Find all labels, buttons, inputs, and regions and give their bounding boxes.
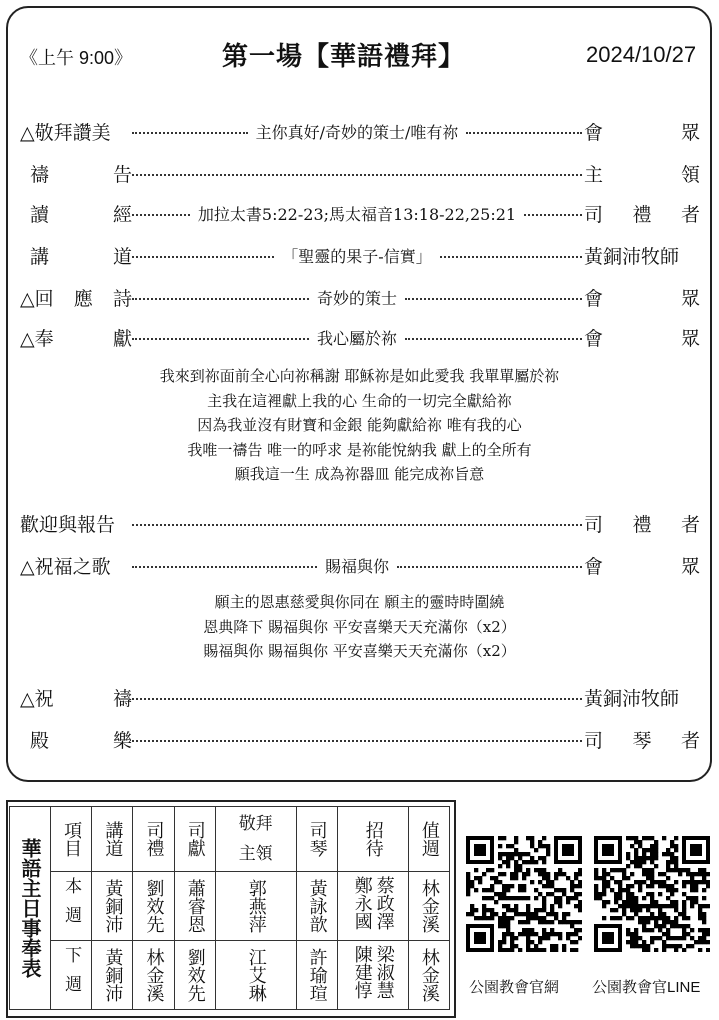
header-weekly-duty: 值週 bbox=[408, 807, 449, 872]
order-item-responsible-part: 者 bbox=[680, 513, 700, 536]
order-item-label-part: 應 bbox=[73, 287, 93, 310]
order-item-label-part: 告 bbox=[112, 163, 132, 186]
order-item-label-part: 詩 bbox=[112, 287, 132, 310]
duty-name: 鄭永國 bbox=[351, 876, 373, 930]
order-item bbox=[20, 508, 700, 538]
duty-name: 郭燕萍 bbox=[215, 872, 296, 941]
service-time: 《上午 9:00》 bbox=[20, 48, 133, 68]
order-item-responsible-part: 會 bbox=[584, 121, 604, 144]
order-item-responsible-part: 黃銅沛牧師 bbox=[584, 687, 680, 710]
dotted-leader bbox=[132, 524, 582, 526]
order-item-responsible-part: 眾 bbox=[680, 121, 700, 144]
duty-name: 江艾琳 bbox=[215, 941, 296, 1010]
duty-name: 蔡政澤 bbox=[373, 876, 395, 930]
order-item-label-part: 禱 bbox=[112, 687, 132, 710]
order-item-responsible bbox=[584, 682, 700, 712]
order-item-leader-line bbox=[132, 158, 582, 188]
order-item bbox=[20, 158, 700, 188]
dotted-leader bbox=[132, 698, 582, 700]
header-worship-leader-text: 敬拜主領 bbox=[238, 814, 273, 864]
header-offering: 司獻 bbox=[174, 807, 215, 872]
order-item-responsible-part: 眾 bbox=[680, 287, 700, 310]
duty-name: 黃銅沛 bbox=[92, 941, 133, 1010]
order-item-label-part: △奉 bbox=[20, 327, 54, 350]
qr-finder-pattern bbox=[474, 932, 486, 944]
order-item-leader-line bbox=[132, 116, 582, 146]
order-item-label-part: 經 bbox=[112, 203, 132, 226]
order-item-label bbox=[20, 116, 132, 146]
order-item-responsible-part: 黃銅沛牧師 bbox=[584, 245, 680, 268]
week-label: 下週 bbox=[51, 941, 92, 1010]
order-item-detail: 「聖靈的果子-信實」 bbox=[282, 246, 432, 266]
duty-name: 許瑜瑄 bbox=[296, 941, 337, 1010]
order-item-label-part: 殿 bbox=[30, 729, 50, 752]
order-item-responsible-part: 禮 bbox=[632, 513, 652, 536]
order-item-label-part: △敬拜讚美 bbox=[20, 121, 111, 144]
order-item-leader-line bbox=[132, 508, 582, 538]
order-item-leader-line bbox=[132, 282, 582, 312]
order-item-responsible-part: 眾 bbox=[680, 555, 700, 578]
order-item-responsible bbox=[584, 322, 700, 352]
order-item-responsible-part: 主 bbox=[584, 163, 604, 186]
lyric-line: 我來到祢面前全心向祢稱謝 耶穌祢是如此愛我 我單單屬於祢 bbox=[159, 367, 560, 385]
order-item-detail: 我心屬於祢 bbox=[317, 328, 398, 348]
order-item-label-part: 樂 bbox=[112, 729, 132, 752]
order-item-responsible bbox=[584, 198, 700, 228]
order-item-responsible-part: 領 bbox=[680, 163, 700, 186]
order-item-responsible-part: 司 bbox=[584, 513, 604, 536]
order-item-detail: 加拉太書5:22-23;馬太福音13:18-22,25:21 bbox=[197, 204, 517, 224]
order-item bbox=[20, 116, 700, 146]
header-ushers: 招待 bbox=[337, 807, 408, 872]
order-item-label-part: 道 bbox=[112, 245, 132, 268]
dotted-leader bbox=[524, 214, 582, 216]
dotted-leader bbox=[132, 256, 274, 258]
order-item-responsible-part: 會 bbox=[584, 327, 604, 350]
order-item-responsible-part: 司 bbox=[584, 203, 604, 226]
lyric-line: 我唯一禱告 唯一的呼求 是祢能悅納我 獻上的全所有 bbox=[187, 440, 532, 459]
dotted-leader bbox=[132, 174, 582, 176]
order-item-leader-line bbox=[132, 550, 582, 580]
line-qr-caption: 公園教會官LINE bbox=[592, 979, 701, 996]
order-item-label bbox=[20, 158, 132, 188]
order-item-label bbox=[20, 282, 132, 312]
lyric-line: 恩典降下 賜福與你 平安喜樂天天充滿你（x2） bbox=[203, 617, 516, 636]
order-item bbox=[20, 682, 700, 712]
order-item-label bbox=[20, 240, 132, 270]
dotted-leader bbox=[132, 298, 309, 300]
order-item-responsible bbox=[584, 550, 700, 580]
order-item-label-part: △祝 bbox=[20, 687, 54, 710]
order-item-label-part: 獻 bbox=[112, 327, 132, 350]
dotted-leader bbox=[440, 256, 582, 258]
order-item-label-part: 讀 bbox=[30, 203, 50, 226]
service-date: 2024/10/27 bbox=[586, 42, 697, 67]
order-item bbox=[20, 240, 700, 270]
qr-finder-pattern bbox=[602, 844, 614, 856]
duty-roster-table bbox=[9, 806, 450, 1010]
duty-name: 林金溪 bbox=[408, 872, 449, 941]
order-item-leader-line bbox=[132, 322, 582, 352]
order-item-responsible-part: 司 bbox=[584, 729, 604, 752]
duty-cell-ushers bbox=[337, 872, 408, 941]
header-worship-leader bbox=[215, 807, 296, 872]
offering-lyrics bbox=[0, 364, 719, 487]
duty-name: 梁淑慧 bbox=[373, 945, 395, 999]
order-item-label-part: 禱 bbox=[30, 163, 50, 186]
order-item-label bbox=[20, 198, 132, 228]
dotted-leader bbox=[397, 566, 582, 568]
duty-name: 林金溪 bbox=[133, 941, 174, 1010]
order-item-responsible-part: 眾 bbox=[680, 327, 700, 350]
order-item-label-part: 歡迎與報告 bbox=[20, 513, 116, 536]
order-item-responsible bbox=[584, 282, 700, 312]
order-item-leader-line bbox=[132, 240, 582, 270]
order-item-detail: 賜福與你 bbox=[325, 556, 390, 576]
order-item bbox=[20, 322, 700, 352]
order-item-label-part: △回 bbox=[20, 287, 54, 310]
order-item-responsible-part: 者 bbox=[680, 203, 700, 226]
lyric-line: 主我在這裡獻上我的心 生命的一切完全獻給祢 bbox=[207, 391, 512, 410]
duty-cell-ushers bbox=[337, 941, 408, 1010]
order-item-label-part: 講 bbox=[30, 245, 50, 268]
order-item-detail: 奇妙的策士 bbox=[317, 288, 398, 308]
order-item-label bbox=[20, 550, 132, 580]
dotted-leader bbox=[132, 338, 309, 340]
lyric-line: 因為我並沒有財寶和金銀 能夠獻給祢 唯有我的心 bbox=[197, 416, 522, 434]
qr-finder-pattern bbox=[690, 844, 702, 856]
order-item-leader-line bbox=[132, 724, 582, 754]
dotted-leader bbox=[466, 132, 582, 134]
dotted-leader bbox=[405, 338, 582, 340]
page-title: 第一場【華語禮拜】 bbox=[222, 42, 466, 72]
order-item-responsible-part: 會 bbox=[584, 287, 604, 310]
order-item bbox=[20, 198, 700, 228]
order-item bbox=[20, 282, 700, 312]
duty-roster-title-text: 華語主日事奉表 bbox=[18, 838, 42, 978]
qr-finder-pattern bbox=[474, 844, 486, 856]
order-item-label bbox=[20, 322, 132, 352]
order-item-label bbox=[20, 508, 132, 538]
order-item-responsible-part: 會 bbox=[584, 555, 604, 578]
order-item-responsible-part: 者 bbox=[680, 729, 700, 752]
qr-finder-pattern bbox=[602, 932, 614, 944]
order-item-responsible bbox=[584, 724, 700, 754]
line-qr-code[interactable] bbox=[594, 836, 710, 952]
dotted-leader bbox=[132, 214, 190, 216]
order-item-leader-line bbox=[132, 198, 582, 228]
website-qr-caption: 公園教會官網 bbox=[469, 979, 560, 996]
duty-roster-title bbox=[10, 807, 51, 1010]
header-liturgist: 司禮 bbox=[133, 807, 174, 872]
week-label: 本週 bbox=[51, 872, 92, 941]
lyric-line: 賜福與你 賜福與你 平安喜樂天天充滿你（x2） bbox=[203, 642, 516, 660]
lyric-line: 願我這一生 成為祢器皿 能完成祢旨意 bbox=[234, 465, 485, 483]
order-item-responsible-part: 禮 bbox=[632, 203, 652, 226]
duty-name: 黃銅沛 bbox=[92, 872, 133, 941]
lyric-line: 願主的恩惠慈愛與你同在 願主的靈時時圍繞 bbox=[214, 593, 505, 611]
dotted-leader bbox=[132, 566, 317, 568]
duty-name: 蕭睿恩 bbox=[174, 872, 215, 941]
dotted-leader bbox=[132, 740, 582, 742]
header-sermon: 講道 bbox=[92, 807, 133, 872]
header-item: 項目 bbox=[51, 807, 92, 872]
order-item-label bbox=[20, 724, 132, 754]
duty-name: 林金溪 bbox=[408, 941, 449, 1010]
duty-name: 劉效先 bbox=[174, 941, 215, 1010]
blessing-lyrics bbox=[0, 590, 719, 664]
order-item-label-part: △祝福之歌 bbox=[20, 555, 111, 578]
website-qr-code[interactable] bbox=[466, 836, 582, 952]
order-item-responsible bbox=[584, 508, 700, 538]
duty-name: 陳建惇 bbox=[351, 945, 373, 999]
order-item-leader-line bbox=[132, 682, 582, 712]
dotted-leader bbox=[132, 132, 248, 134]
duty-name: 黃詠歆 bbox=[296, 872, 337, 941]
dotted-leader bbox=[405, 298, 582, 300]
order-item-responsible bbox=[584, 116, 700, 146]
order-item-label bbox=[20, 682, 132, 712]
duty-name: 劉效先 bbox=[133, 872, 174, 941]
order-item-detail: 主你真好/奇妙的策士/唯有祢 bbox=[255, 122, 459, 142]
order-item-responsible bbox=[584, 158, 700, 188]
order-item-responsible-part: 琴 bbox=[632, 729, 652, 752]
qr-finder-pattern bbox=[562, 844, 574, 856]
order-item bbox=[20, 724, 700, 754]
order-item-responsible bbox=[584, 240, 700, 270]
header-pianist: 司琴 bbox=[296, 807, 337, 872]
order-item bbox=[20, 550, 700, 580]
